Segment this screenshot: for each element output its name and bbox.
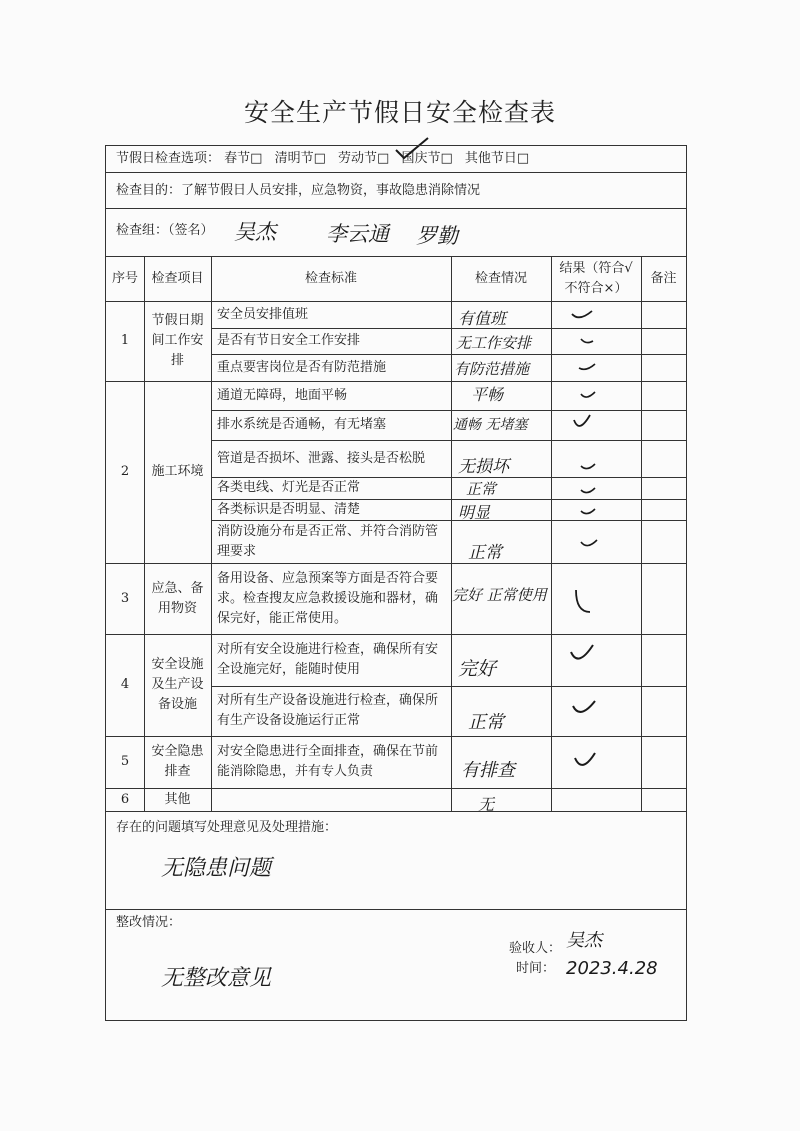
issues-label: 存在的问题填写处理意见及处理措施： [116,820,338,835]
holiday-options-row [116,149,529,169]
section-no: 5 [120,754,130,769]
section-item: 安全设施及生产设备设施 [151,657,204,712]
group-label: 检查组：（签名） [116,223,214,238]
time-label: 时间： [516,961,556,976]
result-check-mark [578,482,598,498]
standard-text: 是否有节日安全工作安排 [217,333,361,348]
standard-text: 对所有安全设施进行检查，确保所有安全设施完好，能随时使用 [217,642,439,677]
section-no: 3 [120,590,130,606]
situation-handwriting: 有防范措施 [454,360,530,378]
standard-text: 各类电线、灯光是否正常 [217,480,361,495]
acceptor-label: 验收人： [509,941,562,956]
standard-text: 对所有生产设备设施进行检查，确保所有生产设备设施运行正常 [217,693,439,728]
result-check-mark [572,586,594,616]
holiday-option-qingming: 清明节□ [274,151,326,166]
group-signature-2: 李云通 [326,222,389,246]
result-check-mark [569,306,595,324]
result-check-mark [576,358,598,374]
standard-text: 重点要害岗位是否有防范措施 [217,359,387,375]
situation-handwriting: 无损坏 [458,457,509,477]
header-item: 检查项目 [151,270,204,286]
situation-handwriting: 无 [478,795,495,814]
form-title: 安全生产节假日安全检查表 [243,98,556,127]
section-divider [106,811,686,812]
result-check-mark [568,642,596,670]
standard-text: 各类标识是否明显、清楚 [217,501,361,517]
header-result: 结果（符合√不符合×） [559,260,633,296]
grid-line [451,256,452,811]
section-item: 其他 [164,791,191,807]
standard-text: 管道是否损坏、泄露、接头是否松脱 [217,450,426,466]
result-check-mark [578,534,600,552]
header-note: 备注 [650,270,677,286]
issues-handwriting: 无隐患问题 [161,856,272,881]
rectification-label: 整改情况： [116,915,182,930]
result-check-mark [578,333,596,349]
standard-text: 对安全隐患进行全面排查，确保在节前能消除隐患，并有专人负责 [217,744,439,779]
result-check-mark [570,698,598,722]
section-no: 6 [120,791,130,807]
situation-handwriting: 无工作安排 [456,334,532,352]
time-handwriting: 2023.4.28 [566,958,658,979]
result-check-mark [578,458,598,474]
section-item: 安全隐患排查 [151,744,204,779]
standard-text: 消防设施分布是否正常、并符合消防管理要求 [217,523,439,559]
standard-text: 排水系统是否通畅，有无堵塞 [217,417,387,432]
group-signature-3: 罗勤 [416,224,458,248]
holiday-label: 节假日检查选项： [116,151,221,166]
holiday-option-national: 国庆节□ [401,151,453,166]
standard-text: 安全员安排值班 [217,306,309,322]
holiday-option-other: 其他节日□ [464,151,530,166]
inspection-purpose: 检查目的：了解节假日人员安排，应急物资，事故隐患消除情况 [116,183,481,198]
section-no: 2 [120,464,130,479]
section-no: 4 [120,677,130,692]
situation-handwriting: 有排查 [461,760,515,781]
situation-handwriting: 有值班 [458,309,507,328]
acceptor-signature: 吴杰 [566,930,602,951]
result-check-mark [572,750,598,776]
standard-text: 通道无障碍，地面平畅 [217,387,348,403]
divider [106,172,686,173]
header-standard: 检查标准 [304,270,357,286]
standard-text: 备用设备、应急预案等方面是否符合要求。检查搜友应急救援设施和器材，确保完好，能正常使用。 [217,570,439,626]
grid-line [641,256,642,811]
section-no: 1 [120,333,130,348]
situation-handwriting: 正常 [466,480,497,498]
standard-text [211,788,451,811]
situation-handwriting: 完好 [458,658,497,680]
rectification-handwriting: 无整改意见 [161,966,272,991]
situation-handwriting: 完好 正常使用 [452,586,547,604]
situation-handwriting: 正常 [468,712,504,733]
result-check-mark [578,386,598,404]
section-item: 应急、备用物资 [151,580,204,616]
header-no: 序号 [111,270,138,286]
situation-handwriting: 通畅 无堵塞 [453,417,528,433]
section-item: 施工环境 [151,464,204,479]
group-signature-1: 吴杰 [234,220,276,244]
section-item: 节假日期间工作安排 [151,313,204,368]
divider [106,208,686,209]
situation-handwriting: 明显 [458,503,491,522]
inspection-sheet [105,145,687,1021]
holiday-option-labor: 劳动节□ [338,151,390,166]
result-check-mark [571,412,593,436]
header-situation: 检查情况 [474,270,527,286]
situation-handwriting: 平畅 [471,385,504,404]
holiday-option-spring: 春节□ [224,151,263,166]
section-divider [106,909,686,910]
situation-handwriting: 正常 [468,543,502,563]
result-check-mark [578,503,598,519]
grid-line [551,256,552,811]
